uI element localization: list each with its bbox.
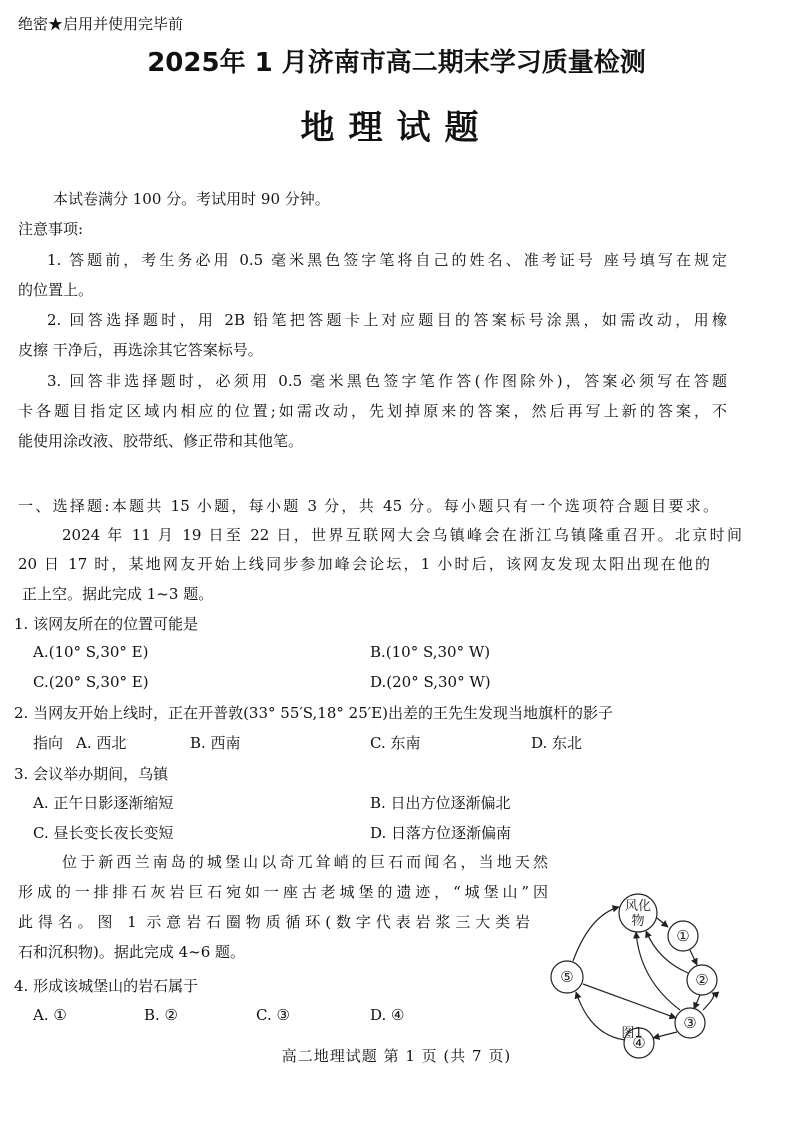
question-2-option-b: B. 西南 xyxy=(190,734,241,752)
node-5-label: ⑤ xyxy=(560,968,574,986)
intro-line: 本试卷满分 100 分。考试用时 90 分钟。 xyxy=(53,190,330,208)
question-1-option-b: B.(10° S,30° W) xyxy=(370,643,491,661)
passage-2-line-3: 此得名。图 1 示意岩石圈物质循环(数字代表岩浆三大类岩 xyxy=(18,913,530,931)
question-3-option-b: B. 日出方位逐渐偏北 xyxy=(370,794,511,812)
notice-item-3-line-2: 卡各题目指定区域内相应的位置;如需改动，先划掉原来的答案，然后再写上新的答案，不 xyxy=(18,402,727,420)
arrow-3-to-2 xyxy=(703,993,714,1010)
rock-cycle-diagram xyxy=(540,885,740,1065)
arrow-3-to-4 xyxy=(653,1032,677,1038)
notice-item-1-line-1: 1. 答题前，考生务必用 0.5 毫米黑色签字笔将自己的姓名、准考证号 座号填写在规定 xyxy=(47,251,727,269)
passage-2-line-2: 形成的一排排石灰岩巨石宛如一座古老城堡的遗迹，“城堡山”因 xyxy=(18,883,548,901)
notice-item-1-line-2: 的位置上。 xyxy=(18,281,94,299)
passage-2-line-1: 位于新西兰南岛的城堡山以奇兀耸峭的巨石而闻名，当地天然 xyxy=(62,853,548,871)
arrow-1-to-2 xyxy=(690,950,697,965)
question-3-stem: 3. 会议举办期间，乌镇 xyxy=(14,765,169,783)
passage-1-line-3: 正上空。据此完成 1~3 题。 xyxy=(22,585,214,603)
question-2-option-a: A. 西北 xyxy=(76,734,127,752)
question-2-option-d: D. 东北 xyxy=(531,734,583,752)
notice-heading: 注意事项: xyxy=(18,220,84,238)
question-2-stem: 2. 当网友开始上线时，正在开普敦(33° 55′S,18° 25′E)出差的王先生发现当地旗杆的影子 xyxy=(14,704,613,722)
notice-item-2-line-2: 皮擦 干净后，再选涂其它答案标号。 xyxy=(18,341,263,359)
node-weathering-label-1: 风化 xyxy=(624,899,652,914)
page-footer: 高二地理试题 第 1 页 (共 7 页) xyxy=(281,1047,512,1065)
question-4-option-b: B. ② xyxy=(144,1006,179,1024)
notice-item-3-line-1: 3. 回答非选择题时，必须用 0.5 毫米黑色签字笔作答(作图除外)，答案必须写在答题 xyxy=(47,372,727,390)
question-4-option-c: C. ③ xyxy=(256,1006,290,1024)
node-4-label: ④ xyxy=(632,1034,646,1052)
question-4-stem: 4. 形成该城堡山的岩石属于 xyxy=(14,977,199,995)
question-1-option-d: D.(20° S,30° W) xyxy=(370,673,491,691)
node-1-label: ① xyxy=(676,927,690,945)
question-4-option-a: A. ① xyxy=(33,1006,67,1024)
passage-1-line-2: 20 日 17 时，某地网友开始上线同步参加峰会论坛，1 小时后，该网友发现太阳出现在他的 xyxy=(18,555,710,573)
subject-title: 地理试题 xyxy=(300,108,493,148)
notice-item-2-line-1: 2. 回答选择题时，用 2B 铅笔把答题卡上对应题目的答案标号涂黑，如需改动，用橡 xyxy=(47,311,727,329)
question-2-option-c: C. 东南 xyxy=(370,734,421,752)
node-2-label: ② xyxy=(695,971,709,989)
section-heading: 一、选择题:本题共 15 小题，每小题 3 分，共 45 分。每小题只有一个选项符合题目要求。 xyxy=(18,497,718,515)
notice-item-3-line-3: 能使用涂改液、胶带纸、修正带和其他笔。 xyxy=(18,432,304,450)
arrow-5-to-3 xyxy=(583,984,676,1018)
question-3-option-a: A. 正午日影逐渐缩短 xyxy=(33,794,174,812)
question-1-stem: 1. 该网友所在的位置可能是 xyxy=(14,615,199,633)
arrow-2-to-3 xyxy=(694,995,700,1009)
question-3-option-c: C. 昼长变长夜长变短 xyxy=(33,824,174,842)
question-4-option-d: D. ④ xyxy=(370,1006,405,1024)
arrow-4-to-5 xyxy=(576,992,625,1040)
exam-title: 2025年 1 月济南市高二期末学习质量检测 xyxy=(147,48,646,78)
question-1-option-c: C.(20° S,30° E) xyxy=(33,673,149,691)
figure-caption: 图1 xyxy=(621,1026,643,1041)
confidential-notice: 绝密★启用并使用完毕前 xyxy=(18,15,184,33)
question-3-option-d: D. 日落方位逐渐偏南 xyxy=(370,824,512,842)
arrow-weathering-to-1 xyxy=(657,918,668,927)
passage-2-line-4: 石和沉积物)。据此完成 4~6 题。 xyxy=(18,943,246,961)
arrow-3-to-weathering xyxy=(636,932,680,1010)
arrow-5-to-weathering xyxy=(573,907,619,961)
question-1-option-a: A.(10° S,30° E) xyxy=(33,643,149,661)
question-2-lead: 指向 xyxy=(33,734,64,752)
node-weathering-label-2: 物 xyxy=(631,914,645,929)
passage-1-line-1: 2024 年 11 月 19 日至 22 日，世界互联网大会乌镇峰会在浙江乌镇隆重召开。北京时间 xyxy=(62,526,742,544)
node-3-label: ③ xyxy=(683,1014,697,1032)
